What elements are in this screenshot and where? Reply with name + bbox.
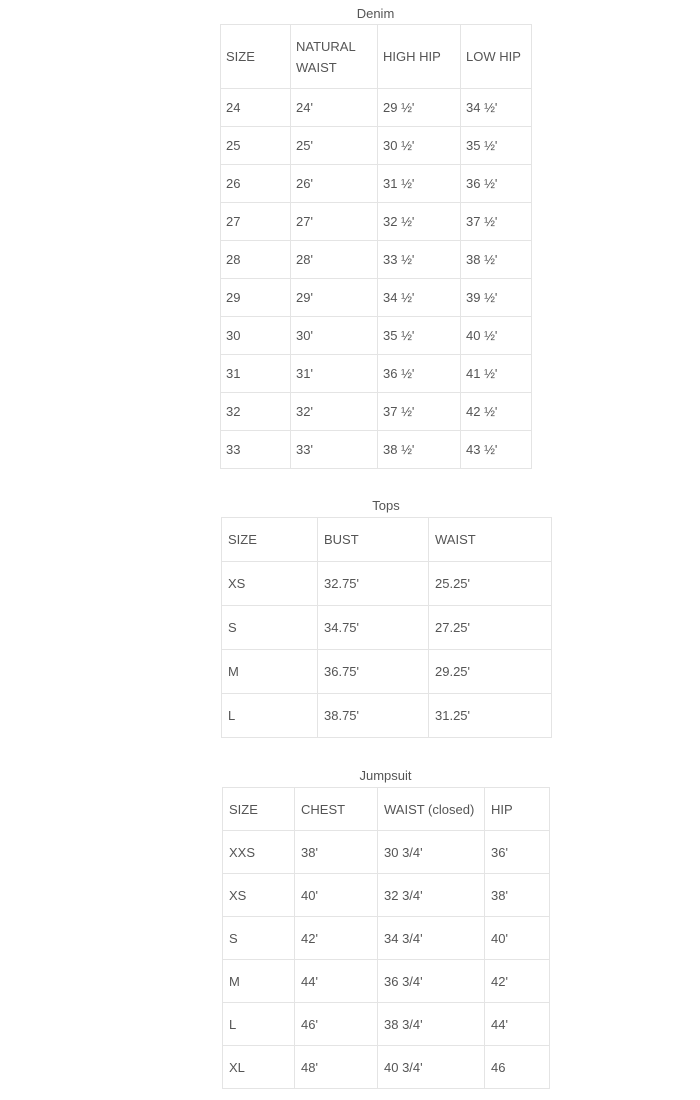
tops-table-cell: 25.25' <box>429 562 552 606</box>
jumpsuit-table-cell: 34 3/4' <box>378 917 485 960</box>
jumpsuit-table-cell: M <box>223 960 295 1003</box>
denim-table-cell: 37 ½' <box>461 203 532 241</box>
jumpsuit-table-cell: 30 3/4' <box>378 831 485 874</box>
jumpsuit-table-cell: 36' <box>485 831 550 874</box>
jumpsuit-table-cell: L <box>223 1003 295 1046</box>
jumpsuit-table-cell: 48' <box>295 1046 378 1089</box>
denim-table-cell: 38 ½' <box>378 431 461 469</box>
jumpsuit-table-cell: 38' <box>295 831 378 874</box>
jumpsuit-table <box>222 787 550 1089</box>
denim-title: Denim <box>356 6 395 21</box>
tops-table <box>221 517 552 738</box>
denim-table-cell: 30 <box>221 317 291 355</box>
jumpsuit-table-cell: 38 3/4' <box>378 1003 485 1046</box>
denim-table-cell: 24 <box>221 89 291 127</box>
denim-size-chart <box>220 6 531 469</box>
jumpsuit-table-row <box>223 1046 550 1089</box>
denim-table-cell: 27' <box>291 203 378 241</box>
denim-table-cell: 36 ½' <box>461 165 532 203</box>
tops-table-cell: 36.75' <box>318 650 429 694</box>
denim-table-row <box>221 431 532 469</box>
denim-table-cell: 40 ½' <box>461 317 532 355</box>
jumpsuit-table-cell: S <box>223 917 295 960</box>
denim-table-cell: 32' <box>291 393 378 431</box>
denim-table-row <box>221 279 532 317</box>
jumpsuit-column-header: SIZE <box>223 788 295 831</box>
jumpsuit-table-row <box>223 960 550 1003</box>
denim-table-cell: 32 <box>221 393 291 431</box>
denim-table-cell: 31' <box>291 355 378 393</box>
denim-table-cell: 30' <box>291 317 378 355</box>
denim-table-cell: 33' <box>291 431 378 469</box>
denim-table-cell: 29 <box>221 279 291 317</box>
denim-table-cell: 25 <box>221 127 291 165</box>
jumpsuit-table-body <box>223 788 550 1089</box>
denim-table-cell: 37 ½' <box>378 393 461 431</box>
jumpsuit-column-header: CHEST <box>295 788 378 831</box>
denim-table-cell: 34 ½' <box>378 279 461 317</box>
denim-table-row <box>221 89 532 127</box>
tops-table-cell: M <box>222 650 318 694</box>
denim-table-cell: 26' <box>291 165 378 203</box>
jumpsuit-table-row <box>223 831 550 874</box>
tops-table-row <box>222 562 552 606</box>
jumpsuit-table-row <box>223 874 550 917</box>
tops-column-header: WAIST <box>429 518 552 562</box>
denim-table-cell: 26 <box>221 165 291 203</box>
jumpsuit-table-cell: 40' <box>485 917 550 960</box>
denim-table-cell: 31 ½' <box>378 165 461 203</box>
jumpsuit-table-cell: XL <box>223 1046 295 1089</box>
jumpsuit-header-row <box>223 788 550 831</box>
denim-table <box>220 24 532 469</box>
denim-table-row <box>221 393 532 431</box>
denim-table-cell: 30 ½' <box>378 127 461 165</box>
tops-table-row <box>222 650 552 694</box>
tops-table-cell: 29.25' <box>429 650 552 694</box>
tops-size-chart <box>221 498 551 738</box>
denim-table-cell: 28' <box>291 241 378 279</box>
denim-table-cell: 33 ½' <box>378 241 461 279</box>
tops-table-cell: S <box>222 606 318 650</box>
tops-column-header: BUST <box>318 518 429 562</box>
tops-table-cell: 31.25' <box>429 694 552 738</box>
jumpsuit-table-cell: 44' <box>485 1003 550 1046</box>
jumpsuit-table-cell: 42' <box>485 960 550 1003</box>
denim-table-cell: 41 ½' <box>461 355 532 393</box>
tops-table-cell: XS <box>222 562 318 606</box>
denim-table-cell: 38 ½' <box>461 241 532 279</box>
jumpsuit-table-cell: 46 <box>485 1046 550 1089</box>
denim-table-cell: 35 ½' <box>461 127 532 165</box>
denim-table-body <box>221 25 532 469</box>
denim-table-cell: 43 ½' <box>461 431 532 469</box>
jumpsuit-table-row <box>223 1003 550 1046</box>
denim-table-cell: 24' <box>291 89 378 127</box>
denim-table-row <box>221 355 532 393</box>
denim-column-header: SIZE <box>221 25 291 89</box>
denim-table-cell: 29 ½' <box>378 89 461 127</box>
denim-table-cell: 32 ½' <box>378 203 461 241</box>
denim-column-header: NATURAL WAIST <box>291 25 378 89</box>
denim-table-row <box>221 317 532 355</box>
jumpsuit-column-header: WAIST (closed) <box>378 788 485 831</box>
denim-table-cell: 28 <box>221 241 291 279</box>
denim-column-header: LOW HIP <box>461 25 532 89</box>
tops-table-cell: 38.75' <box>318 694 429 738</box>
denim-table-cell: 39 ½' <box>461 279 532 317</box>
denim-table-cell: 27 <box>221 203 291 241</box>
denim-table-cell: 34 ½' <box>461 89 532 127</box>
denim-table-cell: 35 ½' <box>378 317 461 355</box>
denim-table-cell: 36 ½' <box>378 355 461 393</box>
denim-table-cell: 42 ½' <box>461 393 532 431</box>
jumpsuit-table-cell: 36 3/4' <box>378 960 485 1003</box>
jumpsuit-table-cell: 40' <box>295 874 378 917</box>
jumpsuit-table-cell: 44' <box>295 960 378 1003</box>
tops-table-body <box>222 518 552 738</box>
tops-header-row <box>222 518 552 562</box>
jumpsuit-table-cell: XS <box>223 874 295 917</box>
denim-table-cell: 31 <box>221 355 291 393</box>
jumpsuit-table-cell: 38' <box>485 874 550 917</box>
tops-column-header: SIZE <box>222 518 318 562</box>
jumpsuit-table-cell: XXS <box>223 831 295 874</box>
jumpsuit-column-header: HIP <box>485 788 550 831</box>
jumpsuit-table-row <box>223 917 550 960</box>
jumpsuit-table-cell: 46' <box>295 1003 378 1046</box>
jumpsuit-size-chart <box>222 768 549 1089</box>
denim-table-row <box>221 165 532 203</box>
denim-table-row <box>221 127 532 165</box>
denim-table-cell: 33 <box>221 431 291 469</box>
denim-table-cell: 29' <box>291 279 378 317</box>
denim-table-row <box>221 241 532 279</box>
tops-table-row <box>222 694 552 738</box>
jumpsuit-table-cell: 42' <box>295 917 378 960</box>
denim-table-row <box>221 203 532 241</box>
denim-table-cell: 25' <box>291 127 378 165</box>
jumpsuit-table-cell: 32 3/4' <box>378 874 485 917</box>
jumpsuit-table-cell: 40 3/4' <box>378 1046 485 1089</box>
denim-header-row <box>221 25 532 89</box>
tops-table-cell: 27.25' <box>429 606 552 650</box>
tops-table-cell: 32.75' <box>318 562 429 606</box>
tops-table-row <box>222 606 552 650</box>
tops-table-cell: 34.75' <box>318 606 429 650</box>
denim-column-header: HIGH HIP <box>378 25 461 89</box>
jumpsuit-title: Jumpsuit <box>359 768 412 783</box>
tops-table-cell: L <box>222 694 318 738</box>
tops-title: Tops <box>372 498 400 513</box>
